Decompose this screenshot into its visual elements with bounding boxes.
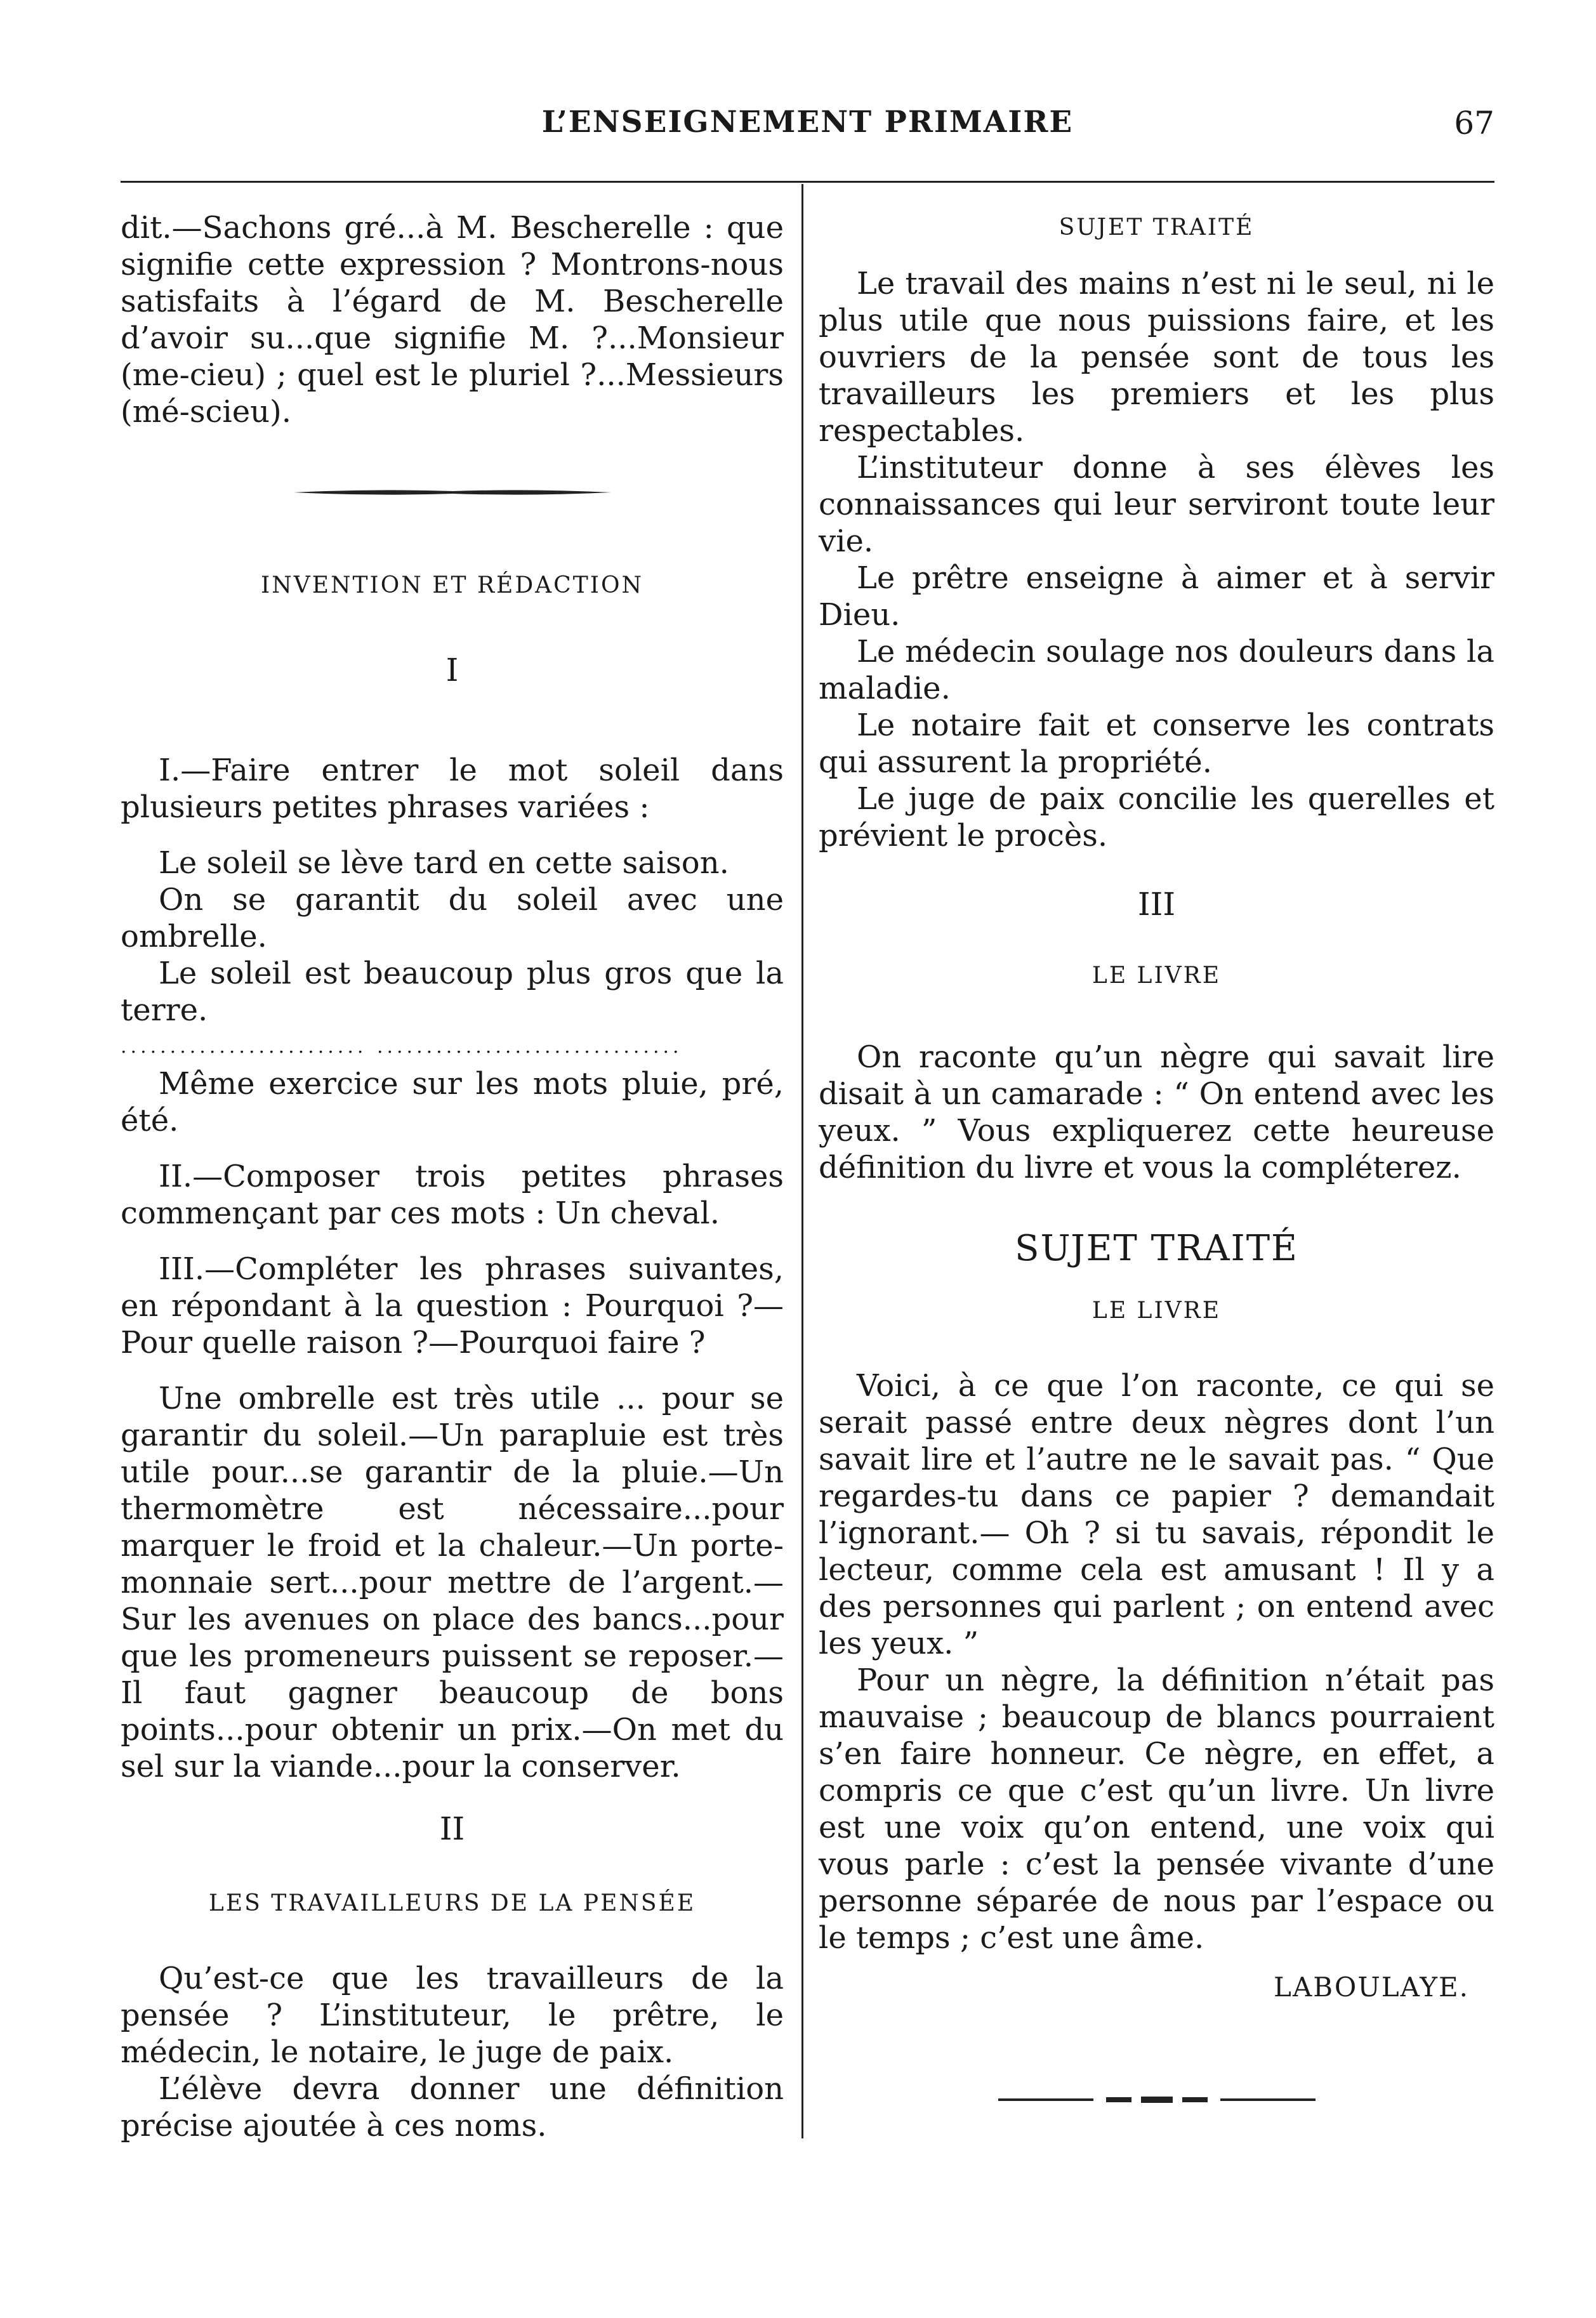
example-sentence: On se garantit du soleil avec une ombrelle. (121, 882, 784, 954)
column-divider (801, 184, 803, 2138)
paragraph: L’instituteur donne à ses élèves les connaissances qui leur serviront toute leur vie. (819, 450, 1494, 559)
paragraph: L’élève devra donner une définition précise ajoutée à ces noms. (121, 2071, 784, 2143)
section-numeral: I (445, 652, 459, 688)
paragraph: dit.—Sachons gré...à M. Bescherelle : que signifie cette expression ? Montrons-nous satisfaits à l’égard de M. Bescherelle d’avoir su...que signifie M. ?...Monsieur (me-cieu) ; quel est le pluriel ?...Messieurs (mé-scieu). (121, 210, 784, 430)
page-number: 67 (1454, 105, 1494, 142)
paragraph: Le médecin soulage nos douleurs dans la maladie. (819, 634, 1494, 706)
section-numeral: II (439, 1810, 465, 1847)
exercise-text: II.—Composer trois petites phrases commençant par ces mots : Un cheval. (121, 1159, 784, 1231)
exercise-text: I.—Faire entrer le mot soleil dans plusieurs petites phrases variées : (121, 753, 784, 825)
paragraph: Pour un nègre, la définition n’était pas mauvaise ; beaucoup de blancs pourraient s’en faire honneur. Ce nègre, en effet, a compris ce que c’est qu’un livre. Un livre est une voix qu’on entend, une voix qui vous parle : c’est la pensée vivante d’une personne séparée de nous par l’espace ou le temps ; c’est une âme. (819, 1663, 1494, 1956)
subject-heading: LE LIVRE (1091, 1298, 1222, 1324)
subject-heading: SUJET TRAITÉ (1059, 214, 1255, 240)
ornament-divider (294, 487, 611, 497)
left-column (121, 209, 784, 2144)
exercise-text: III.—Compléter les phrases suivantes, en répondant à la question : Pourquoi ?—Pour quelle raison ?—Pourquoi faire ? (121, 1251, 784, 1360)
author-signature: LABOULAYE. (1274, 1972, 1469, 2003)
paragraph: Le juge de paix concilie les querelles et prévient le procès. (819, 781, 1494, 853)
exercise-text: Même exercice sur les mots pluie, pré, été. (121, 1066, 784, 1138)
dotted-leader: ......................... ............................... (121, 1036, 683, 1058)
subject-heading: LES TRAVAILLEURS DE LA PENSÉE (208, 1890, 696, 1916)
section-heading: INVENTION ET RÉDACTION (261, 572, 643, 598)
example-sentence: Le soleil se lève tard en cette saison. (159, 845, 729, 881)
exercise-answer: Une ombrelle est très utile ... pour se garantir du soleil.—Un parapluie est très utile pour...se garantir de la pluie.—Un thermomètre est nécessaire...pour marquer le froid et la chaleur.—Un porte-monnaie sert...pour mettre de l’argent.—Sur les avenues on place des bancs...pour que les promeneurs puissent se reposer.—Il faut gagner beaucoup de bons points...pour obtenir un prix.—On met du sel sur la viande...pour la conserver. (121, 1381, 784, 1784)
running-header (121, 105, 1494, 149)
journal-title: L’ENSEIGNEMENT PRIMAIRE (541, 105, 1074, 140)
section-numeral: III (1137, 886, 1176, 923)
paragraph: Voici, à ce que l’on raconte, ce qui se serait passé entre deux nègres dont l’un savait lire et l’autre ne le savait pas. “ Que regardes-tu dans ce papier ? demandait l’ignorant.— Oh ? si tu savais, répondit le lecteur, comme cela est amusant ! Il y a des personnes qui parlent ; on entend avec les yeux. ” (819, 1368, 1494, 1661)
paragraph: Le notaire fait et conserve les contrats qui assurent la propriété. (819, 708, 1494, 780)
paragraph: Qu’est-ce que les travailleurs de la pensée ? L’instituteur, le prêtre, le médecin, le notaire, le juge de paix. (121, 1961, 784, 2070)
example-sentence: Le soleil est beaucoup plus gros que la terre. (121, 956, 784, 1028)
paragraph: On raconte qu’un nègre qui savait lire disait à un camarade : “ On entend avec les yeux. ” Vous expliquerez cette heureuse définition du livre et vous la compléterez. (819, 1039, 1494, 1185)
header-rule (121, 181, 1494, 183)
section-heading: SUJET TRAITÉ (1015, 1228, 1298, 1269)
paragraph: Le travail des mains n’est ni le seul, ni le plus utile que nous puissions faire, et les ouvriers de la pensée sont de tous les travailleurs les premiers et les plus respectables. (819, 266, 1494, 449)
subject-heading: LE LIVRE (1091, 963, 1222, 989)
ornament-divider (998, 2095, 1316, 2105)
paragraph: Le prêtre enseigne à aimer et à servir Dieu. (819, 560, 1494, 633)
right-column (819, 209, 1494, 2105)
